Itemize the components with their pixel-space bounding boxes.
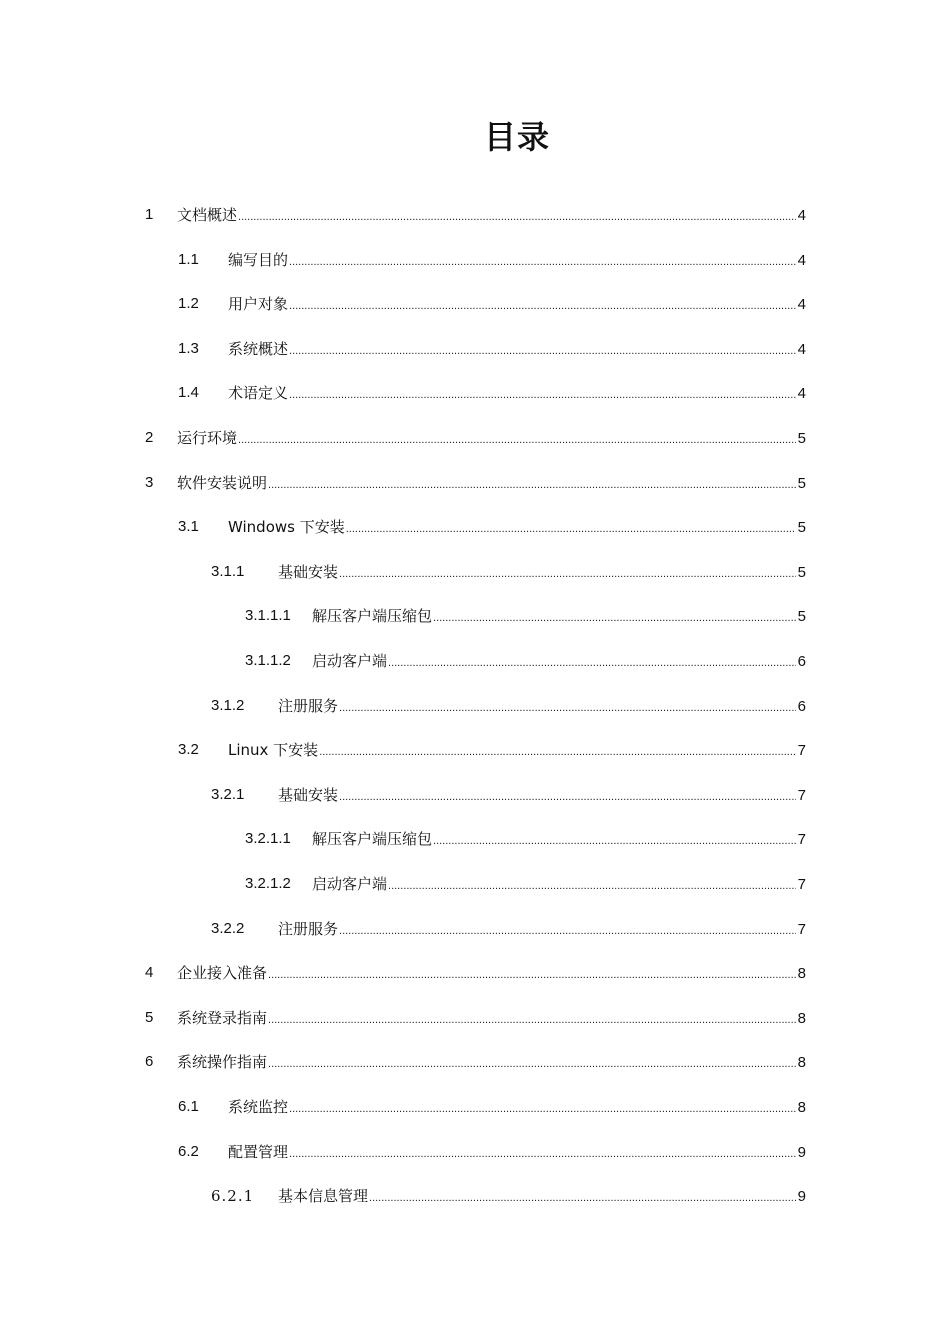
toc-entry-title: 系统概述 <box>228 339 289 358</box>
toc-entry-page-number: 9 <box>797 1188 806 1206</box>
toc-dot-leader <box>238 420 796 460</box>
toc-entry-title: Linux 下安装 <box>228 741 319 760</box>
toc-entry-page-number: 5 <box>797 563 806 581</box>
toc-entry-number: 6.1 <box>178 1098 199 1115</box>
toc-entry-number: 6.2.1 <box>211 1187 255 1206</box>
toc-entry-number: 3.1.1.1 <box>245 607 291 625</box>
toc-entry-number: 6.2 <box>178 1142 199 1160</box>
toc-entry-number: 1.1 <box>178 250 199 268</box>
toc-entry-number: 1.2 <box>178 295 199 313</box>
toc-entry[interactable] <box>0 730 950 770</box>
toc-entry-page-number: 5 <box>797 608 806 626</box>
toc-dot-leader <box>369 1178 796 1218</box>
toc-entry-page-number: 7 <box>797 742 806 760</box>
toc-entry-number: 3.2.1.2 <box>245 875 291 892</box>
toc-dot-leader <box>268 1000 796 1040</box>
toc-entry[interactable] <box>0 819 950 859</box>
toc-entry[interactable] <box>0 909 950 949</box>
toc-entry-number: 1.4 <box>178 384 199 402</box>
toc-entry-number: 3.1 <box>178 518 199 536</box>
toc-entry-title: 系统监控 <box>228 1098 289 1116</box>
toc-entry-title: 术语定义 <box>228 384 289 403</box>
toc-entry-page-number: 6 <box>797 697 806 715</box>
toc-dot-leader <box>268 465 796 505</box>
toc-entry-page-number: 5 <box>797 430 806 447</box>
toc-dot-leader <box>346 509 796 549</box>
toc-entry-title: 文档概述 <box>177 206 238 224</box>
toc-entry-number: 1.3 <box>178 339 199 357</box>
toc-dot-leader <box>388 866 796 906</box>
toc-entry[interactable] <box>0 998 950 1038</box>
toc-entry-title: 基本信息管理 <box>278 1187 369 1206</box>
toc-entry[interactable] <box>0 284 950 324</box>
toc-dot-leader <box>339 777 796 817</box>
toc-entry-page-number: 4 <box>797 207 806 224</box>
toc-entry-title: 启动客户端 <box>312 652 388 670</box>
toc-entry-page-number: 7 <box>797 786 806 804</box>
page-title: 目录 <box>483 118 550 156</box>
toc-entry[interactable] <box>0 1042 950 1082</box>
toc-entry-page-number: 9 <box>797 1143 806 1161</box>
toc-entry[interactable] <box>0 686 950 726</box>
toc-entry-page-number: 4 <box>797 296 806 314</box>
toc-dot-leader <box>319 732 795 772</box>
toc-entry[interactable] <box>0 864 950 904</box>
toc-entry-number: 4 <box>145 964 154 982</box>
toc-entry-page-number: 7 <box>797 876 806 893</box>
toc-entry-number: 3.1.2 <box>211 696 245 714</box>
toc-entry-title: 系统操作指南 <box>177 1053 268 1072</box>
toc-entry-page-number: 4 <box>797 385 806 403</box>
toc-entry-title: 注册服务 <box>278 696 339 715</box>
toc-entry[interactable] <box>0 418 950 458</box>
toc-entry-number: 6 <box>145 1053 154 1071</box>
toc-entry-number: 3 <box>145 473 154 491</box>
toc-dot-leader <box>289 1134 796 1174</box>
toc-entry[interactable] <box>0 240 950 280</box>
toc-entry[interactable] <box>0 775 950 815</box>
toc-entry[interactable] <box>0 596 950 636</box>
toc-entry-number: 3.1.1 <box>211 562 245 580</box>
toc-entry-title: 运行环境 <box>177 429 238 447</box>
toc-dot-leader <box>339 911 796 951</box>
toc-entry[interactable] <box>0 1176 950 1216</box>
toc-dot-leader <box>388 643 796 683</box>
toc-entry-title: Windows 下安装 <box>228 518 345 537</box>
toc-entry[interactable] <box>0 641 950 681</box>
toc-entry-title: 基础安装 <box>278 562 339 581</box>
toc-entry-title: 解压客户端压缩包 <box>312 830 433 849</box>
toc-entry[interactable] <box>0 329 950 369</box>
toc-entry-title: 配置管理 <box>228 1142 289 1161</box>
toc-dot-leader <box>238 197 796 237</box>
toc-entry-page-number: 4 <box>797 340 806 358</box>
toc-entry[interactable] <box>0 1132 950 1172</box>
toc-entry-number: 3.1.1.2 <box>245 652 291 669</box>
toc-dot-leader <box>289 242 796 282</box>
toc-entry[interactable] <box>0 953 950 993</box>
toc-entry-title: 注册服务 <box>278 919 339 938</box>
toc-entry-page-number: 8 <box>797 1099 806 1116</box>
toc-entry-number: 3.2 <box>178 741 199 759</box>
toc-entry-page-number: 7 <box>797 831 806 849</box>
toc-entry-title: 基础安装 <box>278 785 339 804</box>
toc-entry-page-number: 5 <box>797 474 806 492</box>
toc-entry[interactable] <box>0 552 950 592</box>
toc-entry-title: 启动客户端 <box>312 875 388 893</box>
toc-dot-leader <box>339 554 796 594</box>
toc-entry-page-number: 5 <box>797 519 806 537</box>
toc-entry[interactable] <box>0 373 950 413</box>
toc-entry-number: 3.2.1.1 <box>245 830 291 848</box>
toc-dot-leader <box>289 286 796 326</box>
toc-entry-number: 5 <box>145 1008 154 1026</box>
toc-entry-title: 用户对象 <box>228 295 289 314</box>
toc-entry-page-number: 8 <box>797 1054 806 1072</box>
toc-dot-leader <box>339 688 796 728</box>
toc-entry[interactable] <box>0 1087 950 1127</box>
toc-entry-title: 软件安装说明 <box>177 473 268 492</box>
toc-dot-leader <box>268 955 796 995</box>
toc-entry-number: 1 <box>145 206 154 223</box>
toc-entry-number: 3.2.1 <box>211 785 245 803</box>
toc-entry[interactable] <box>0 507 950 547</box>
toc-entry-number: 2 <box>145 429 154 446</box>
toc-entry-number: 3.2.2 <box>211 919 245 937</box>
toc-entry-page-number: 7 <box>797 920 806 938</box>
toc-entry-title: 企业接入准备 <box>177 964 268 983</box>
toc-dot-leader <box>433 821 796 861</box>
toc-entry-title: 编写目的 <box>228 250 289 269</box>
toc-entry-title: 系统登录指南 <box>177 1008 268 1027</box>
toc-dot-leader <box>268 1044 796 1084</box>
toc-dot-leader <box>289 331 796 371</box>
toc-dot-leader <box>433 598 796 638</box>
toc-entry[interactable] <box>0 195 950 235</box>
toc-entry-page-number: 6 <box>797 653 806 670</box>
toc-entry[interactable] <box>0 463 950 503</box>
toc-dot-leader <box>289 375 796 415</box>
toc-entry-title: 解压客户端压缩包 <box>312 607 433 626</box>
toc-entry-page-number: 8 <box>797 965 806 983</box>
toc-dot-leader <box>289 1089 796 1129</box>
toc-entry-page-number: 4 <box>797 251 806 269</box>
toc-entry-page-number: 8 <box>797 1009 806 1027</box>
